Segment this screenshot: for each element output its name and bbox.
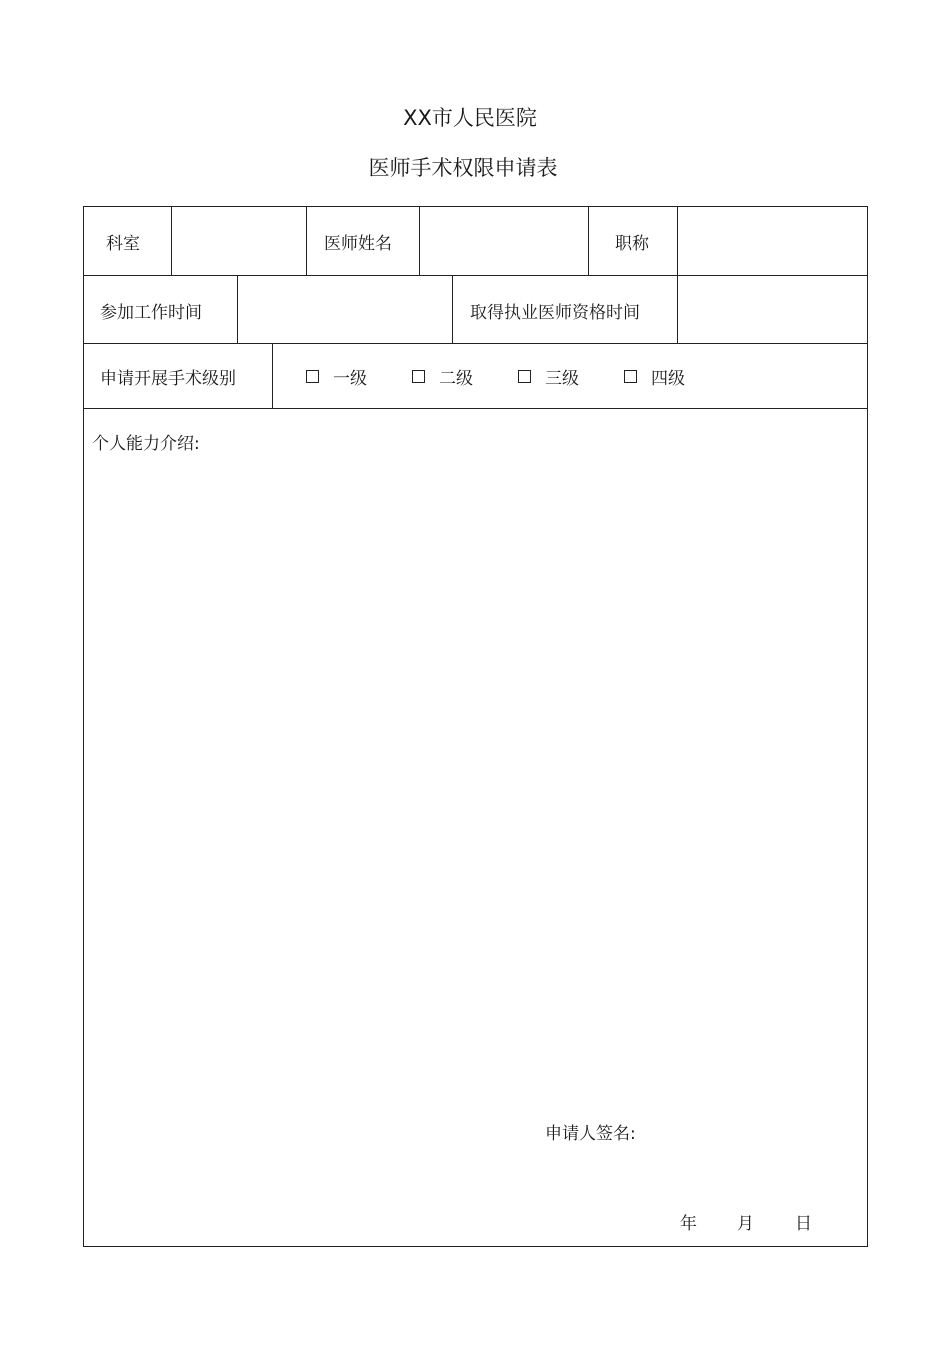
checkbox-icon[interactable]	[624, 370, 637, 383]
hospital-name: XX市人民医院	[403, 106, 537, 130]
divider	[272, 344, 273, 409]
surgery-level-label: 申请开展手术级别	[100, 369, 236, 389]
title-label: 职称	[615, 234, 649, 254]
option-label: 三级	[545, 369, 579, 389]
divider	[588, 207, 589, 276]
option-label: 四级	[651, 369, 685, 389]
divider	[306, 207, 307, 276]
divider	[452, 276, 453, 344]
doctor-name-field[interactable]	[420, 207, 588, 276]
option-level-2[interactable]	[412, 344, 473, 409]
checkbox-icon[interactable]	[306, 370, 319, 383]
row-time-info	[83, 275, 868, 344]
personal-intro-box[interactable]	[83, 408, 868, 1247]
date-day-label: 日	[795, 1214, 812, 1234]
option-label: 一级	[333, 369, 367, 389]
option-level-4[interactable]	[624, 344, 685, 409]
work-start-label: 参加工作时间	[100, 302, 202, 323]
license-time-field[interactable]	[678, 276, 867, 344]
license-time-label: 取得执业医师资格时间	[470, 302, 640, 323]
date-month-label: 月	[737, 1214, 754, 1234]
option-label: 二级	[439, 369, 473, 389]
signature-label: 申请人签名:	[545, 1124, 636, 1144]
form-title: 医师手术权限申请表	[368, 156, 558, 180]
date-year-label: 年	[680, 1214, 697, 1234]
option-level-3[interactable]	[518, 344, 579, 409]
checkbox-icon[interactable]	[412, 370, 425, 383]
title-field[interactable]	[678, 207, 867, 276]
option-level-1[interactable]	[306, 344, 367, 409]
row-surgery-level	[83, 343, 868, 409]
doctor-name-label: 医师姓名	[324, 234, 392, 254]
personal-intro-label: 个人能力介绍:	[92, 434, 200, 454]
department-field[interactable]	[172, 207, 306, 276]
work-start-field[interactable]	[238, 276, 452, 344]
row-basic-info	[83, 206, 868, 276]
checkbox-icon[interactable]	[518, 370, 531, 383]
department-label: 科室	[106, 234, 140, 254]
